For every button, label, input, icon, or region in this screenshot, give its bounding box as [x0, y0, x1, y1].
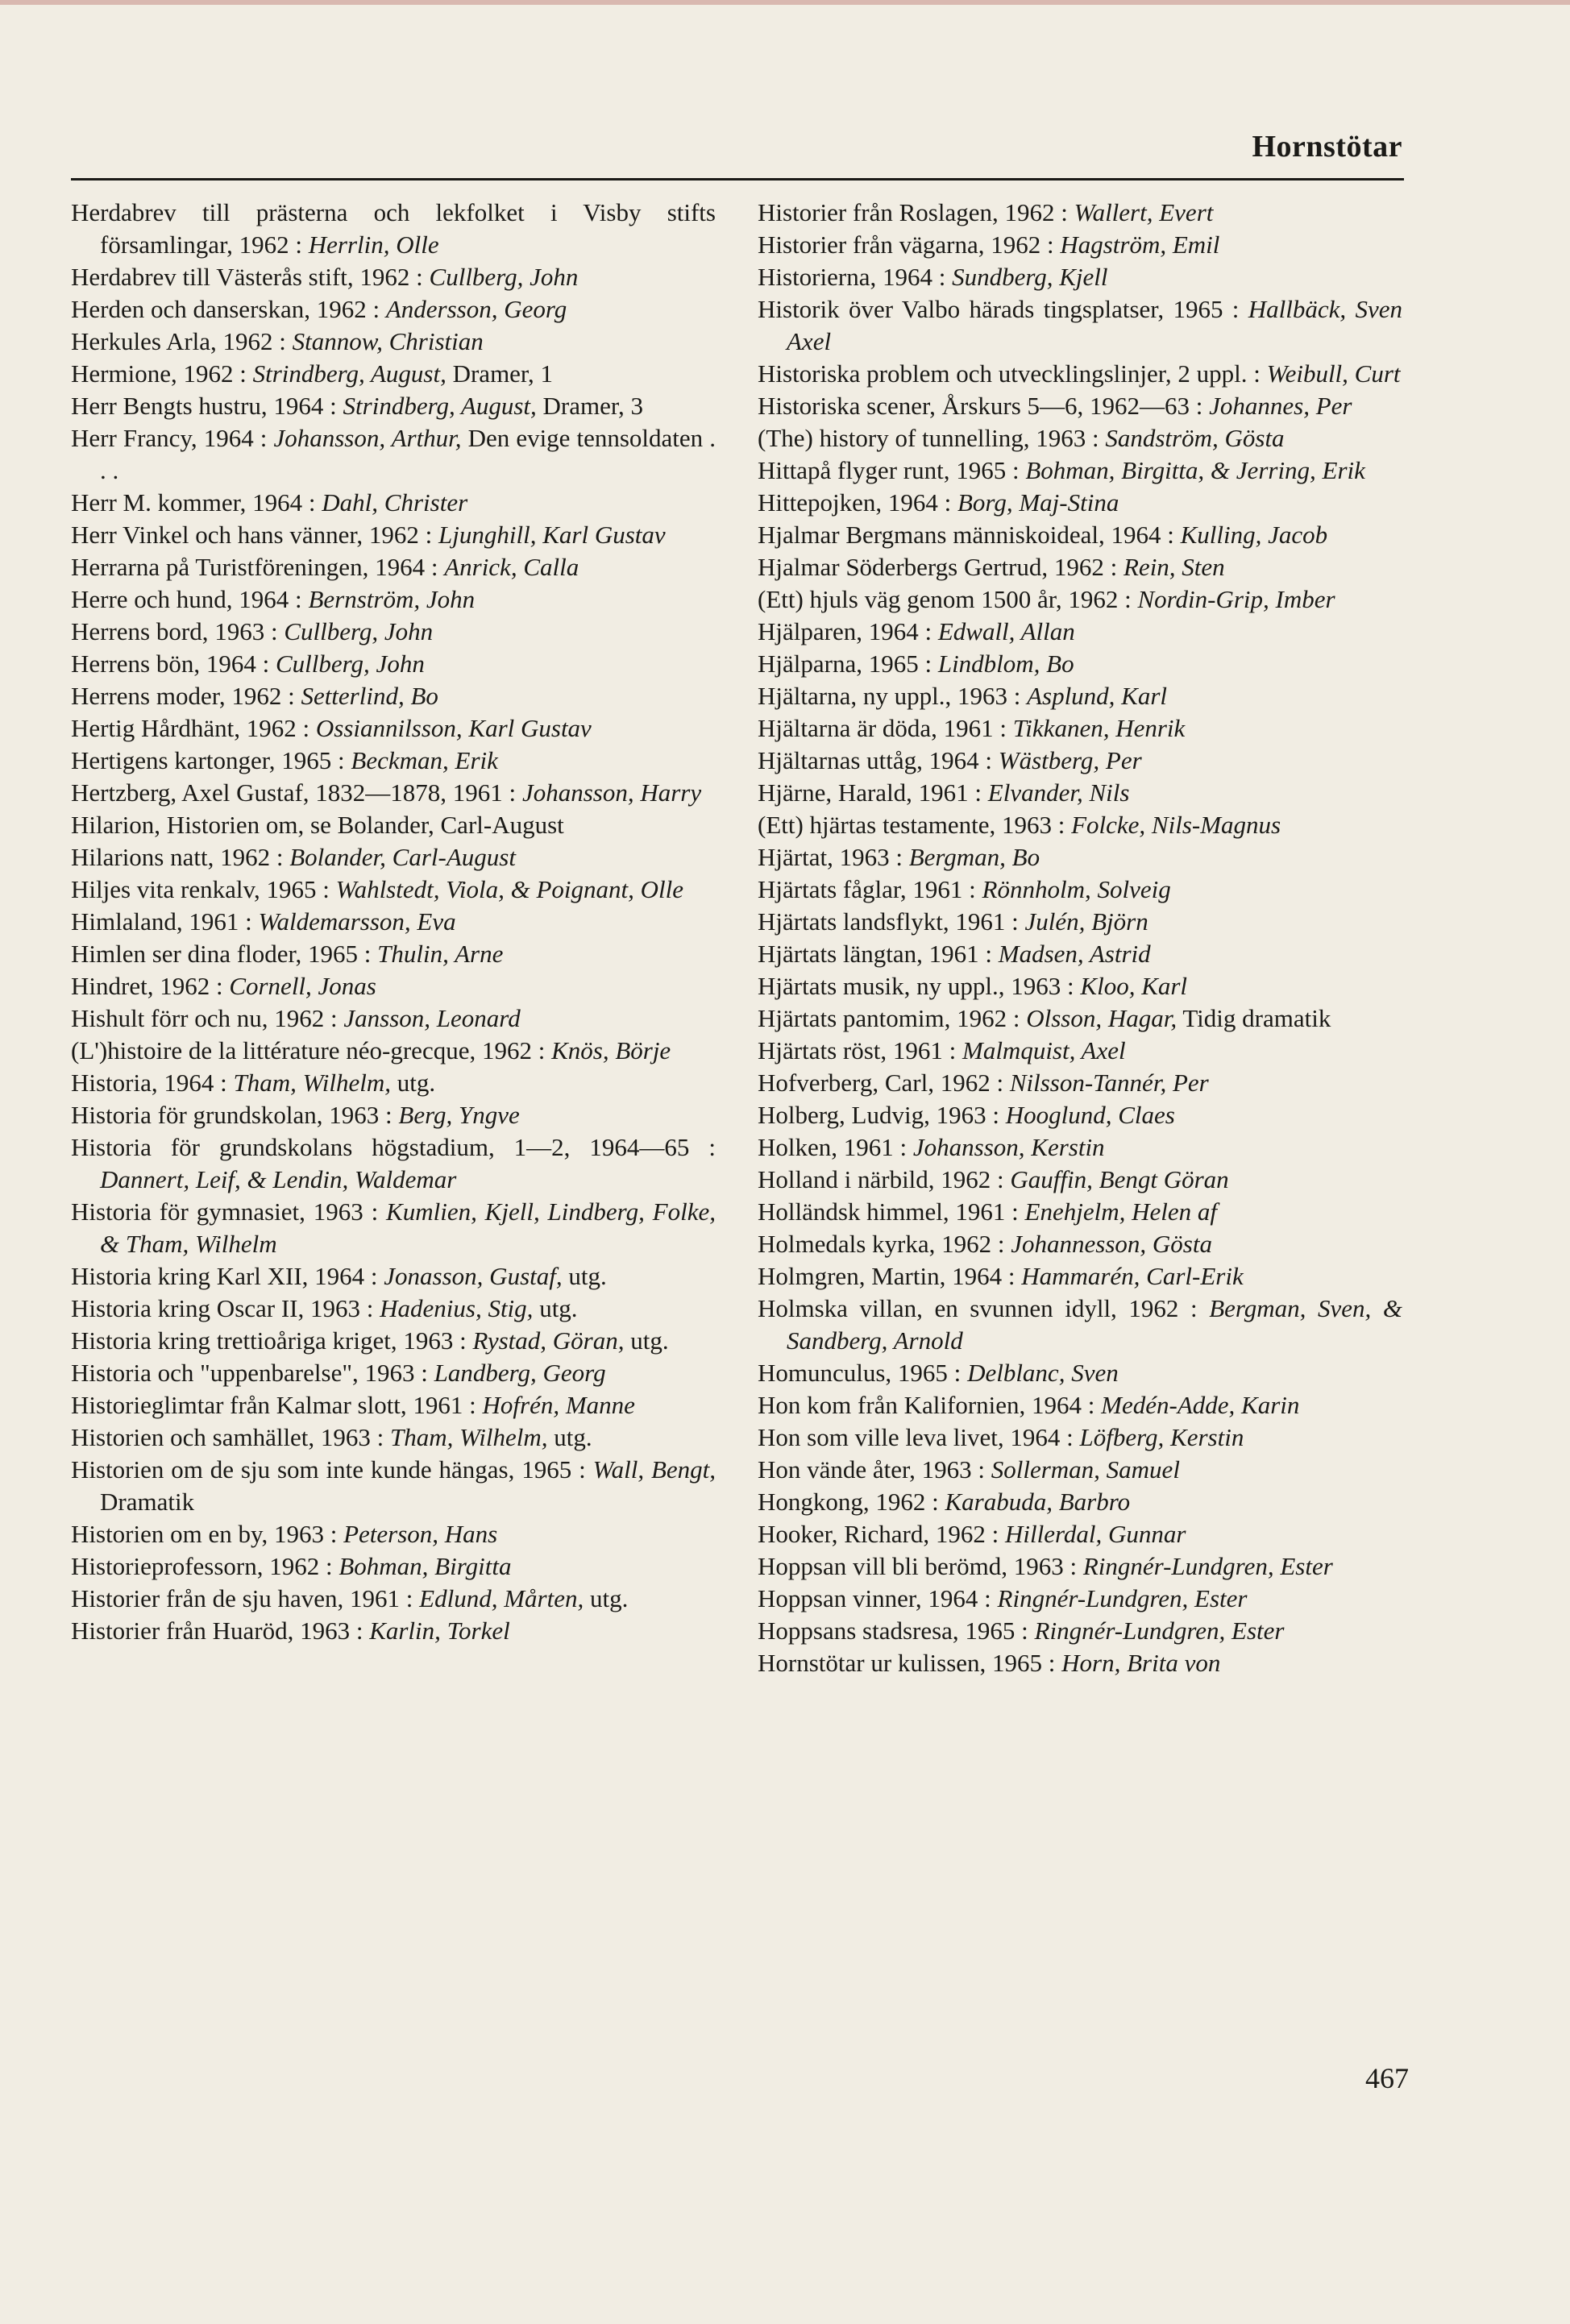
entry-suffix: Dramatik — [100, 1488, 195, 1516]
entry-title: Hjärtats musik, ny uppl., 1963 : — [758, 972, 1081, 1000]
index-entry — [71, 680, 716, 712]
index-entry — [758, 712, 1402, 745]
index-entry — [71, 1389, 716, 1421]
entry-author: Johansson, Harry — [521, 778, 702, 807]
entry-author: Cullberg, John — [275, 649, 425, 678]
entry-author: Elvander, Nils — [987, 778, 1130, 807]
entry-title: Hjärne, Harald, 1961 : — [758, 778, 988, 807]
entry-title: Himlaland, 1961 : — [71, 907, 259, 936]
entry-title: Historiska scener, Årskurs 5—6, 1962—63 : — [758, 392, 1210, 420]
entry-title: Hoppsans stadsresa, 1965 : — [758, 1616, 1035, 1645]
index-entry — [71, 583, 716, 616]
entry-author: Herrlin, Olle — [308, 230, 439, 259]
index-entry — [758, 1518, 1402, 1550]
entry-title: Hjältarna, ny uppl., 1963 : — [758, 682, 1028, 710]
entry-title: Hon vände åter, 1963 : — [758, 1455, 991, 1484]
index-entry — [71, 261, 716, 293]
entry-title: Historia och "uppenbarelse", 1963 : — [71, 1359, 434, 1387]
entry-author: Malmquist, Axel — [962, 1036, 1126, 1064]
page-number: 467 — [1365, 2062, 1409, 2094]
entry-author: Strindberg, August, — [343, 392, 537, 420]
index-entry — [758, 1035, 1402, 1067]
entry-author: Lindblom, Bo — [937, 649, 1074, 678]
entry-title: Historia för grundskolans högstadium, 1—2, 1964—65 : — [71, 1133, 716, 1161]
entry-author: Dahl, Christer — [322, 488, 468, 517]
entry-title: Hjältarna är döda, 1961 : — [758, 714, 1013, 742]
entry-author: Sollerman, Samuel — [991, 1455, 1180, 1484]
entry-author: Waldemarsson, Eva — [258, 907, 456, 936]
entry-author: Karlin, Torkel — [369, 1616, 510, 1645]
entry-title: Hilarions natt, 1962 : — [71, 843, 290, 871]
index-entry — [758, 358, 1402, 390]
entry-author: Strindberg, August, — [252, 359, 446, 388]
index-entry — [71, 1357, 716, 1389]
entry-title: Hjärtat, 1963 : — [758, 843, 909, 871]
header-rule — [71, 178, 1404, 181]
entry-author: Löfberg, Kerstin — [1079, 1423, 1244, 1451]
entry-author: Hallbäck, Sven Axel — [787, 295, 1402, 355]
index-entry — [71, 809, 716, 841]
entry-author: Berg, Yngve — [398, 1101, 520, 1129]
entry-title: Herr Vinkel och hans vänner, 1962 : — [71, 521, 439, 549]
entry-author: Rystad, Göran, — [472, 1326, 625, 1355]
entry-title: Hooker, Richard, 1962 : — [758, 1520, 1005, 1548]
entry-title: Hertig Hårdhänt, 1962 : — [71, 714, 316, 742]
index-entry — [71, 358, 716, 390]
entry-title: Herrens bön, 1964 : — [71, 649, 276, 678]
index-entry — [71, 1325, 716, 1357]
entry-author: Bohman, Birgitta — [339, 1552, 512, 1580]
entry-author: Nordin-Grip, Imber — [1137, 585, 1335, 613]
entry-title: Herkules Arla, 1962 : — [71, 327, 293, 355]
index-entry — [758, 970, 1402, 1002]
index-entry — [758, 583, 1402, 616]
index-entry — [758, 1293, 1402, 1357]
index-entry — [71, 1293, 716, 1325]
index-entry — [758, 487, 1402, 519]
index-entry — [71, 1131, 716, 1196]
entry-author: Sandström, Gösta — [1105, 424, 1285, 452]
entry-title: Hjärtats röst, 1961 : — [758, 1036, 962, 1064]
entry-title: Hjärtats längtan, 1961 : — [758, 940, 999, 968]
entry-author: Kulling, Jacob — [1180, 521, 1328, 549]
entry-author: Wästberg, Per — [998, 746, 1142, 774]
entry-title: Herden och danserskan, 1962 : — [71, 295, 386, 323]
entry-title: Historier från Huaröd, 1963 : — [71, 1616, 370, 1645]
index-entry — [71, 197, 716, 261]
index-entry — [758, 874, 1402, 906]
index-entry — [71, 648, 716, 680]
entry-title: Hjärtats fåglar, 1961 : — [758, 875, 982, 903]
entry-author: Hofrén, Manne — [482, 1391, 635, 1419]
index-entry — [758, 1647, 1402, 1679]
index-entry — [758, 229, 1402, 261]
index-entry — [758, 1164, 1402, 1196]
index-entry — [71, 841, 716, 874]
entry-title: Historia för gymnasiet, 1963 : — [71, 1197, 387, 1226]
entry-title: Hon kom från Kalifornien, 1964 : — [758, 1391, 1102, 1419]
entry-author: Julén, Björn — [1024, 907, 1148, 936]
index-entry — [758, 680, 1402, 712]
entry-author: Landberg, Georg — [434, 1359, 606, 1387]
entry-author: Jonasson, Gustaf, — [384, 1262, 563, 1290]
entry-author: Dannert, Leif, & Lendin, Waldemar — [100, 1165, 457, 1193]
entry-author: Nilsson-Tannér, Per — [1009, 1069, 1209, 1097]
index-entry — [71, 745, 716, 777]
entry-author: Enehjelm, Helen af — [1024, 1197, 1217, 1226]
entry-title: Historieglimtar från Kalmar slott, 1961 : — [71, 1391, 483, 1419]
entry-author: Johansson, Kerstin — [912, 1133, 1105, 1161]
entry-author: Peterson, Hans — [343, 1520, 498, 1548]
entry-author: Bergman, Sven, & Sandberg, Arnold — [787, 1294, 1402, 1355]
entry-title: Hjälparen, 1964 : — [758, 617, 938, 645]
index-entry — [71, 906, 716, 938]
index-entry — [71, 1260, 716, 1293]
index-entry — [71, 874, 716, 906]
entry-suffix: utg. — [562, 1262, 607, 1290]
index-entry — [71, 326, 716, 358]
entry-author: Rönnholm, Solveig — [982, 875, 1171, 903]
index-entry — [71, 1550, 716, 1583]
entry-title: Historik över Valbo härads tingsplatser, 1965 : — [758, 295, 1248, 323]
index-entry — [71, 422, 716, 487]
entry-title: Historia kring Oscar II, 1963 : — [71, 1294, 380, 1322]
entry-author: Johannesson, Gösta — [1011, 1230, 1212, 1258]
entry-title: Herrens bord, 1963 : — [71, 617, 285, 645]
index-entry — [758, 1131, 1402, 1164]
index-entry — [758, 1550, 1402, 1583]
entry-title: Historien om en by, 1963 : — [71, 1520, 344, 1548]
entry-author: Tham, Wilhelm, — [233, 1069, 391, 1097]
entry-title: Hilarion, Historien om, se Bolander, Carl-August — [71, 811, 564, 839]
entry-title: Hiljes vita renkalv, 1965 : — [71, 875, 336, 903]
entry-title: Hjälparna, 1965 : — [758, 649, 938, 678]
entry-title: Hornstötar ur kulissen, 1965 : — [758, 1649, 1062, 1677]
entry-title: Hjärtats landsflykt, 1961 : — [758, 907, 1025, 936]
entry-title: Historia kring Karl XII, 1964 : — [71, 1262, 384, 1290]
entry-suffix: Dramer, 1 — [446, 359, 554, 388]
index-entry — [758, 197, 1402, 229]
entry-author: Knös, Börje — [551, 1036, 671, 1064]
entry-title: Historieprofessorn, 1962 : — [71, 1552, 339, 1580]
entry-author: Kumlien, Kjell, Lindberg, Folke, & Tham, Wilhelm — [100, 1197, 716, 1258]
index-entry — [758, 1486, 1402, 1518]
index-entry — [758, 422, 1402, 454]
entry-title: Holmska villan, en svunnen idyll, 1962 : — [758, 1294, 1210, 1322]
index-entry — [71, 1615, 716, 1647]
index-entry — [71, 1035, 716, 1067]
index-entry — [758, 551, 1402, 583]
index-entry — [71, 390, 716, 422]
entry-author: Tham, Wilhelm, — [390, 1423, 548, 1451]
entry-title: Hjärtats pantomim, 1962 : — [758, 1004, 1027, 1032]
entry-title: Hittepojken, 1964 : — [758, 488, 957, 517]
entry-title: Holmgren, Martin, 1964 : — [758, 1262, 1022, 1290]
entry-author: Johannes, Per — [1209, 392, 1352, 420]
index-entry — [758, 1067, 1402, 1099]
entry-author: Beckman, Erik — [351, 746, 498, 774]
entry-author: Hooglund, Claes — [1005, 1101, 1175, 1129]
entry-suffix: utg. — [584, 1584, 629, 1612]
running-header: Hornstötar — [1252, 130, 1402, 164]
entry-author: Tikkanen, Henrik — [1012, 714, 1186, 742]
entry-suffix: utg. — [390, 1069, 436, 1097]
index-entry — [71, 487, 716, 519]
entry-title: Hoppsan vinner, 1964 : — [758, 1584, 998, 1612]
entry-title: Hongkong, 1962 : — [758, 1488, 945, 1516]
entry-title: (L')histoire de la littérature néo-grecque, 1962 : — [71, 1036, 552, 1064]
entry-title: (Ett) hjärtas testamente, 1963 : — [758, 811, 1072, 839]
entry-title: Hofverberg, Carl, 1962 : — [758, 1069, 1010, 1097]
index-entry — [758, 841, 1402, 874]
entry-author: Bergman, Bo — [908, 843, 1040, 871]
entry-author: Wallert, Evert — [1074, 198, 1214, 226]
entry-suffix: utg. — [624, 1326, 669, 1355]
entry-author: Ljunghill, Karl Gustav — [438, 521, 666, 549]
entry-title: Herr Francy, 1964 : — [71, 424, 274, 452]
left-column — [71, 197, 716, 1647]
index-entry — [71, 1421, 716, 1454]
entry-author: Kloo, Karl — [1080, 972, 1188, 1000]
entry-title: Holken, 1961 : — [758, 1133, 913, 1161]
index-entry — [71, 519, 716, 551]
page-top-edge — [0, 0, 1570, 5]
entry-suffix: Dramer, 3 — [536, 392, 643, 420]
index-entry — [758, 745, 1402, 777]
index-entry — [758, 777, 1402, 809]
entry-title: (The) history of tunnelling, 1963 : — [758, 424, 1106, 452]
index-entry — [71, 1067, 716, 1099]
entry-author: Wall, Bengt, — [592, 1455, 716, 1484]
entry-title: Historia för grundskolan, 1963 : — [71, 1101, 399, 1129]
entry-author: Bolander, Carl-August — [289, 843, 516, 871]
index-entry — [758, 1002, 1402, 1035]
index-entry — [71, 616, 716, 648]
entry-title: Historiska problem och utvecklingslinjer, 2 uppl. : — [758, 359, 1267, 388]
entry-author: Wahlstedt, Viola, & Poignant, Olle — [335, 875, 683, 903]
entry-title: Historien och samhället, 1963 : — [71, 1423, 391, 1451]
entry-title: Herr Bengts hustru, 1964 : — [71, 392, 343, 420]
entry-author: Johansson, Arthur, — [273, 424, 462, 452]
entry-title: Holland i närbild, 1962 : — [758, 1165, 1011, 1193]
index-entry — [758, 1196, 1402, 1228]
index-entry — [758, 1583, 1402, 1615]
entry-title: Holländsk himmel, 1961 : — [758, 1197, 1025, 1226]
index-entry — [758, 809, 1402, 841]
entry-author: Cornell, Jonas — [229, 972, 376, 1000]
index-entry — [758, 1260, 1402, 1293]
entry-title: Herrarna på Turistföreningen, 1964 : — [71, 553, 445, 581]
entry-title: Hon som ville leva livet, 1964 : — [758, 1423, 1080, 1451]
entry-title: Hjalmar Söderbergs Gertrud, 1962 : — [758, 553, 1124, 581]
entry-title: Hermione, 1962 : — [71, 359, 253, 388]
index-entry — [71, 293, 716, 326]
entry-suffix: Tidig dramatik — [1177, 1004, 1331, 1032]
entry-author: Jansson, Leonard — [343, 1004, 521, 1032]
index-entry — [71, 1196, 716, 1260]
index-entry — [758, 648, 1402, 680]
entry-title: Homunculus, 1965 : — [758, 1359, 968, 1387]
entry-author: Setterlind, Bo — [301, 682, 438, 710]
index-entry — [71, 1454, 716, 1518]
entry-author: Andersson, Georg — [385, 295, 567, 323]
entry-title: Herr M. kommer, 1964 : — [71, 488, 322, 517]
index-entry — [758, 454, 1402, 487]
index-entry — [71, 970, 716, 1002]
index-entry — [71, 551, 716, 583]
index-entry — [758, 1454, 1402, 1486]
entry-author: Madsen, Astrid — [998, 940, 1151, 968]
entry-title: Hittapå flyger runt, 1965 : — [758, 456, 1026, 484]
entry-author: Asplund, Karl — [1027, 682, 1168, 710]
entry-author: Ringnér-Lundgren, Ester — [1034, 1616, 1285, 1645]
entry-author: Bernström, John — [308, 585, 476, 613]
index-entry — [71, 1099, 716, 1131]
entry-title: Historier från Roslagen, 1962 : — [758, 198, 1074, 226]
entry-author: Olsson, Hagar, — [1026, 1004, 1178, 1032]
entry-title: Hjalmar Bergmans människoideal, 1964 : — [758, 521, 1181, 549]
index-entry — [758, 519, 1402, 551]
index-entry — [758, 1357, 1402, 1389]
entry-author: Edlund, Mårten, — [419, 1584, 584, 1612]
index-entry — [71, 712, 716, 745]
entry-author: Borg, Maj-Stina — [957, 488, 1119, 517]
entry-author: Sundberg, Kjell — [952, 263, 1108, 291]
index-entry — [758, 1389, 1402, 1421]
entry-title: Hjältarnas uttåg, 1964 : — [758, 746, 999, 774]
index-entry — [758, 938, 1402, 970]
entry-author: Ringnér-Lundgren, Ester — [1082, 1552, 1333, 1580]
entry-author: Hagström, Emil — [1060, 230, 1220, 259]
entry-title: Historien om de sju som inte kunde hängas, 1965 : — [71, 1455, 593, 1484]
entry-author: Medén-Adde, Karin — [1101, 1391, 1300, 1419]
index-entry — [758, 1228, 1402, 1260]
entry-title: Hertigens kartonger, 1965 : — [71, 746, 351, 774]
entry-title: Historier från vägarna, 1962 : — [758, 230, 1061, 259]
entry-author: Weibull, Curt — [1266, 359, 1401, 388]
index-entry — [71, 938, 716, 970]
entry-title: Hindret, 1962 : — [71, 972, 230, 1000]
entry-author: Anrick, Calla — [444, 553, 579, 581]
entry-title: Historier från de sju haven, 1961 : — [71, 1584, 420, 1612]
index-entry — [758, 616, 1402, 648]
entry-author: Horn, Brita von — [1061, 1649, 1221, 1677]
entry-author: Thulin, Arne — [377, 940, 504, 968]
index-entry — [758, 390, 1402, 422]
index-entry — [758, 293, 1402, 358]
entry-author: Folcke, Nils-Magnus — [1071, 811, 1281, 839]
index-entry — [71, 777, 716, 809]
entry-author: Rein, Sten — [1124, 553, 1225, 581]
entry-title: Hertzberg, Axel Gustaf, 1832—1878, 1961 : — [71, 778, 522, 807]
entry-title: (Ett) hjuls väg genom 1500 år, 1962 : — [758, 585, 1138, 613]
index-entry — [71, 1583, 716, 1615]
entry-author: Hadenius, Stig, — [380, 1294, 534, 1322]
entry-title: Herre och hund, 1964 : — [71, 585, 309, 613]
entry-title: Herrens moder, 1962 : — [71, 682, 301, 710]
index-entry — [758, 1421, 1402, 1454]
entry-author: Hillerdal, Gunnar — [1004, 1520, 1186, 1548]
entry-title: Holmedals kyrka, 1962 : — [758, 1230, 1011, 1258]
index-entry — [758, 261, 1402, 293]
entry-author: Delblanc, Sven — [967, 1359, 1119, 1387]
entry-title: Historia, 1964 : — [71, 1069, 234, 1097]
entry-title: Herdabrev till prästerna och lekfolket i Visby stifts församlingar, 1962 : — [71, 198, 716, 259]
entry-author: Cullberg, John — [429, 263, 579, 291]
entry-title: Historierna, 1964 : — [758, 263, 953, 291]
entry-author: Hammarén, Carl-Erik — [1021, 1262, 1244, 1290]
entry-author: Cullberg, John — [284, 617, 434, 645]
entry-author: Ossiannilsson, Karl Gustav — [315, 714, 592, 742]
entry-author: Karabuda, Barbro — [945, 1488, 1131, 1516]
entry-suffix: utg. — [533, 1294, 578, 1322]
entry-title: Hoppsan vill bli berömd, 1963 : — [758, 1552, 1083, 1580]
index-entry — [758, 906, 1402, 938]
index-entry — [758, 1099, 1402, 1131]
entry-author: Edwall, Allan — [937, 617, 1075, 645]
index-entry — [71, 1002, 716, 1035]
entry-author: Bohman, Birgitta, & Jerring, Erik — [1025, 456, 1365, 484]
entry-suffix: utg. — [547, 1423, 592, 1451]
entry-title: Historia kring trettioåriga kriget, 1963 : — [71, 1326, 473, 1355]
entry-title: Herdabrev till Västerås stift, 1962 : — [71, 263, 430, 291]
entry-suffix: Den evige tennsoldaten . . . — [100, 424, 716, 484]
entry-title: Hishult förr och nu, 1962 : — [71, 1004, 344, 1032]
entry-author: Ringnér-Lundgren, Ester — [997, 1584, 1248, 1612]
right-column — [758, 197, 1402, 1679]
entry-author: Stannow, Christian — [292, 327, 484, 355]
index-entry — [71, 1518, 716, 1550]
entry-title: Holberg, Ludvig, 1963 : — [758, 1101, 1006, 1129]
entry-author: Gauffin, Bengt Göran — [1010, 1165, 1229, 1193]
entry-title: Himlen ser dina floder, 1965 : — [71, 940, 378, 968]
index-entry — [758, 1615, 1402, 1647]
